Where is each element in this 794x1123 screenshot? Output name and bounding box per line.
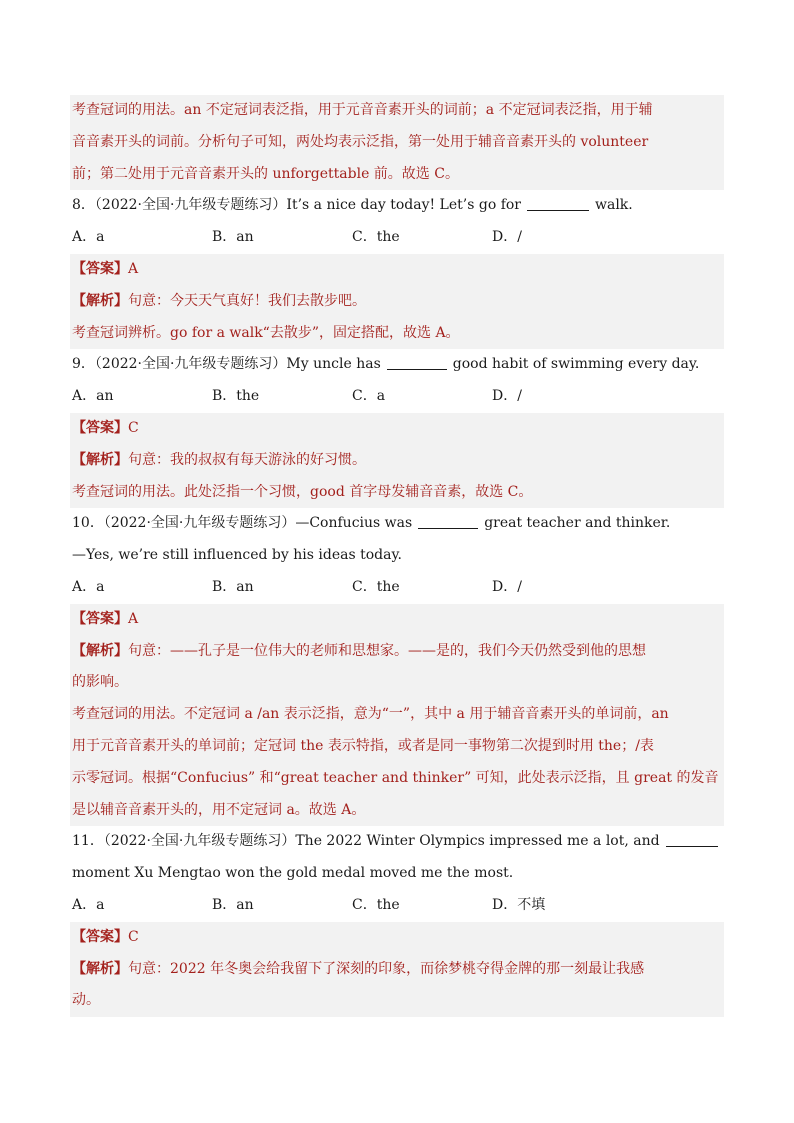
option-a: A．an [72, 388, 114, 405]
answer-value: C [128, 419, 139, 436]
stem-text: 11．（2022·全国·九年级专题练习）The 2022 Winter Olympics impressed me a lot, and [72, 833, 660, 850]
analysis-text: 句意：今天天气真好！我们去散步吧。 [128, 292, 366, 309]
option-a: A．a [72, 229, 105, 246]
analysis-line: 考查冠词辨析。go for a walk“去散步”，固定搭配，故选 A。 [72, 324, 460, 341]
option-c: C．a [352, 388, 386, 405]
analysis-text: 句意：——孔子是一位伟大的老师和思想家。——是的，我们今天仍然受到他的思想 [128, 642, 646, 659]
answer-value: A [128, 610, 139, 627]
analysis-tag: 【解析】 [72, 960, 128, 977]
answer-value: C [128, 928, 139, 945]
stem-text: great teacher and thinker. [484, 515, 671, 532]
answer-tag: 【答案】 [72, 260, 128, 277]
stem-text: walk. [595, 197, 633, 214]
analysis-line: 示零冠词。根据“Confucius” 和“great teacher and thinker” 可知，此处表示泛指，且 great 的发音 [72, 769, 719, 786]
prev-analysis-block [70, 95, 724, 190]
option-c: C．the [352, 896, 400, 913]
analysis-line [70, 445, 724, 477]
analysis-line: 考查冠词的用法。此处泛指一个习惯，good 首字母发辅音音素，故选 C。 [72, 483, 533, 500]
option-b: B．an [212, 229, 254, 246]
analysis-line [70, 954, 724, 986]
analysis-text: 句意：2022 年冬奥会给我留下了深刻的印象，而徐梦桃夺得金牌的那一刻最让我感 [128, 960, 645, 977]
option-d: D．不填 [492, 896, 546, 913]
q10-options [70, 572, 724, 604]
option-c: C．the [352, 578, 400, 595]
q11-options [70, 890, 724, 922]
stem-text: good habit of swimming every day. [452, 356, 700, 373]
answer-line [70, 413, 724, 445]
analysis-line: 用于元音音素开头的单词前；定冠词 the 表示特指，或者是同一事物第二次提到时用 the；/表 [72, 737, 654, 754]
analysis-line: 考查冠词的用法。an 不定冠词表泛指，用于元音音素开头的词前；a 不定冠词表泛指，用于辅 [72, 102, 653, 118]
answer-blank [527, 196, 589, 211]
analysis-text: 句意：我的叔叔有每天游泳的好习惯。 [128, 451, 366, 468]
q11-stem [70, 826, 724, 858]
q10-answer-block [70, 604, 724, 827]
content-column [70, 95, 724, 1017]
q9-options [70, 381, 724, 413]
option-b: B．an [212, 896, 254, 913]
analysis-line [70, 286, 724, 318]
stem-text: 9．（2022·全国·九年级专题练习）My uncle has [72, 356, 381, 373]
q11-stem-line2: moment Xu Mengtao won the gold medal moved me the most. [72, 865, 514, 882]
answer-tag: 【答案】 [72, 610, 128, 627]
analysis-line: 音音素开头的词前。分析句子可知，两处均表示泛指，第一处用于辅音音素开头的 volunteer [72, 133, 649, 150]
option-a: A．a [72, 578, 105, 595]
answer-blank [418, 514, 478, 529]
answer-value: A [128, 260, 139, 277]
answer-blank [387, 355, 447, 370]
analysis-line: 动。 [72, 992, 100, 1009]
q9-answer-block [70, 413, 724, 508]
analysis-tag: 【解析】 [72, 292, 128, 309]
option-a: A．a [72, 896, 105, 913]
option-d: D．/ [492, 229, 522, 246]
q8-options [70, 222, 724, 254]
option-b: B．the [212, 388, 260, 405]
stem-text: 10．（2022·全国·九年级专题练习）—Confucius was [72, 515, 413, 532]
analysis-tag: 【解析】 [72, 451, 128, 468]
analysis-line [70, 636, 724, 668]
stem-text: 8．（2022·全国·九年级专题练习）It’s a nice day today! Let’s go for [72, 197, 521, 214]
answer-line [70, 604, 724, 636]
analysis-line: 的影响。 [72, 674, 128, 691]
q9-stem [70, 349, 724, 381]
q10-stem [70, 508, 724, 540]
answer-tag: 【答案】 [72, 928, 128, 945]
answer-line [70, 922, 724, 954]
option-d: D．/ [492, 578, 522, 595]
analysis-line: 考查冠词的用法。不定冠词 a /an 表示泛指，意为“一”，其中 a 用于辅音音素开头的单词前，an [72, 706, 669, 723]
analysis-line: 前；第二处用于元音音素开头的 unforgettable 前。故选 C。 [72, 165, 459, 182]
answer-line [70, 254, 724, 286]
option-d: D．/ [492, 388, 522, 405]
option-b: B．an [212, 578, 254, 595]
q8-answer-block [70, 254, 724, 349]
answer-tag: 【答案】 [72, 419, 128, 436]
option-c: C．the [352, 229, 400, 246]
analysis-line: 是以辅音音素开头的，用不定冠词 a。故选 A。 [72, 801, 366, 818]
q8-stem [70, 190, 724, 222]
q10-stem-line2: —Yes, we’re still influenced by his ideas today. [72, 547, 402, 564]
analysis-tag: 【解析】 [72, 642, 128, 659]
q11-answer-block [70, 922, 724, 1017]
answer-blank [666, 832, 718, 847]
